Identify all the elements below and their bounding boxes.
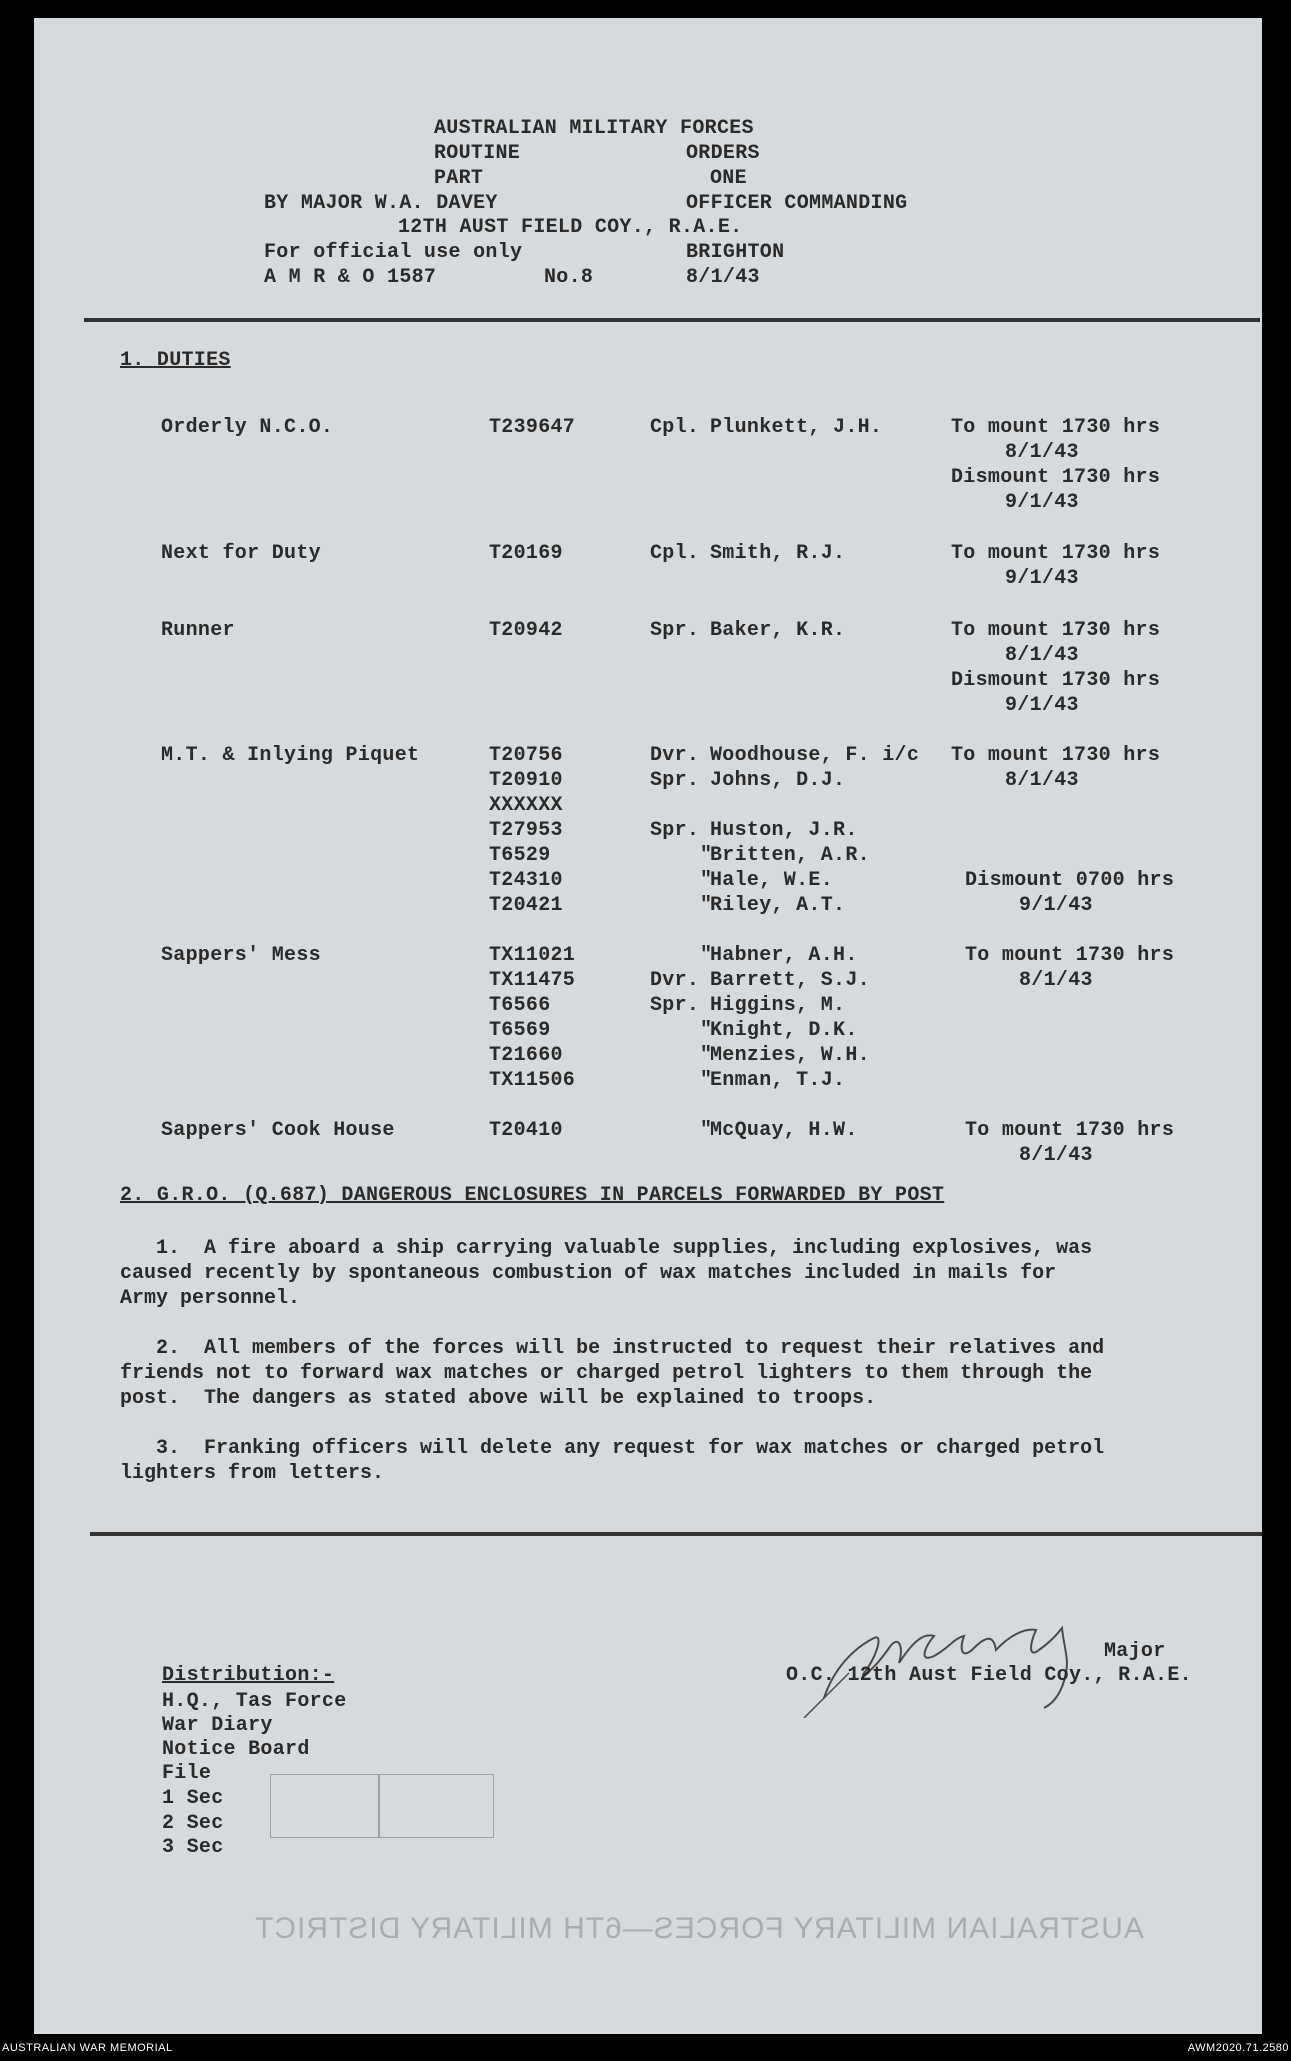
duty-num: TX11021 bbox=[489, 944, 576, 967]
duty-name: Smith, R.J. bbox=[710, 542, 846, 565]
duty-duty: Orderly N.C.O. bbox=[161, 416, 334, 439]
header-part: PART bbox=[434, 167, 484, 190]
duty-rank: " bbox=[700, 944, 713, 967]
duty-note: To mount 1730 hrs bbox=[951, 744, 1161, 767]
header-location: BRIGHTON bbox=[686, 241, 785, 264]
duty-note: 8/1/43 bbox=[1005, 441, 1079, 464]
distribution-heading: Distribution:- bbox=[162, 1664, 335, 1687]
duty-num: T6569 bbox=[489, 1019, 551, 1042]
footer-archive-id: AWM2020.71.2580 bbox=[1187, 2042, 1289, 2054]
signature-title: O.C. 12th Aust Field Coy., R.A.E. bbox=[786, 1664, 1192, 1687]
duty-num: T21660 bbox=[489, 1044, 563, 1067]
duty-note: 9/1/43 bbox=[1019, 894, 1093, 917]
duty-name: Higgins, M. bbox=[710, 994, 846, 1017]
duty-num: T20169 bbox=[489, 542, 563, 565]
header-unit: 12TH AUST FIELD COY., R.A.E. bbox=[398, 216, 743, 239]
distribution-item: War Diary bbox=[162, 1714, 273, 1737]
duty-rank: " bbox=[700, 1119, 713, 1142]
header-officer: OFFICER COMMANDING bbox=[686, 192, 908, 215]
duty-note: 8/1/43 bbox=[1019, 969, 1093, 992]
duty-rank: " bbox=[700, 844, 713, 867]
header-title: AUSTRALIAN MILITARY FORCES bbox=[434, 117, 754, 140]
duty-name: Woodhouse, F. i/c bbox=[710, 744, 920, 767]
duty-name: Knight, D.K. bbox=[710, 1019, 858, 1042]
document-page bbox=[34, 18, 1262, 2034]
duty-name: Habner, A.H. bbox=[710, 944, 858, 967]
section2-paragraph-3: 3. Franking officers will delete any request for wax matches or charged petrol lighters from letters. bbox=[120, 1437, 1105, 1485]
duty-name: Huston, J.R. bbox=[710, 819, 858, 842]
duty-note: To mount 1730 hrs bbox=[951, 542, 1161, 565]
section2-paragraph-1: 1. A fire aboard a ship carrying valuable supplies, including explosives, was caused recently by spontaneous combustion of wax matches included in mails for Army personnel. bbox=[120, 1237, 1093, 1310]
header-by: BY MAJOR W.A. DAVEY bbox=[264, 192, 498, 215]
duty-num: T6529 bbox=[489, 844, 551, 867]
duty-name: Britten, A.R. bbox=[710, 844, 870, 867]
signature-rank: Major bbox=[1104, 1640, 1166, 1663]
duty-rank: Spr. bbox=[650, 619, 700, 642]
distribution-item: 3 Sec bbox=[162, 1836, 224, 1859]
stamp-box-divider bbox=[378, 1774, 380, 1838]
header-ref: A M R & O 1587 bbox=[264, 266, 437, 289]
footer-archive-name: AUSTRALIAN WAR MEMORIAL bbox=[2, 2042, 173, 2054]
duty-num: T20942 bbox=[489, 619, 563, 642]
duty-name: Hale, W.E. bbox=[710, 869, 834, 892]
header-routine: ROUTINE bbox=[434, 142, 521, 165]
duty-num: T24310 bbox=[489, 869, 563, 892]
duty-note: To mount 1730 hrs bbox=[965, 944, 1175, 967]
duty-rank: " bbox=[700, 894, 713, 917]
duty-num: T20756 bbox=[489, 744, 563, 767]
distribution-item: 1 Sec bbox=[162, 1787, 224, 1810]
duty-rank: Spr. bbox=[650, 769, 700, 792]
duty-note: 9/1/43 bbox=[1005, 491, 1079, 514]
stamp-box bbox=[270, 1774, 494, 1838]
duty-note: 8/1/43 bbox=[1019, 1144, 1093, 1167]
duty-note: 9/1/43 bbox=[1005, 694, 1079, 717]
duty-duty: Sappers' Mess bbox=[161, 944, 321, 967]
duty-note: Dismount 1730 hrs bbox=[951, 669, 1161, 692]
duty-rank: Dvr. bbox=[650, 969, 700, 992]
duty-rank: " bbox=[700, 1019, 713, 1042]
header-one: ONE bbox=[710, 167, 747, 190]
duty-rank: Cpl. bbox=[650, 542, 700, 565]
duty-rank: Spr. bbox=[650, 819, 700, 842]
duty-rank: Cpl. bbox=[650, 416, 700, 439]
duty-name: Enman, T.J. bbox=[710, 1069, 846, 1092]
header-rule bbox=[84, 318, 1260, 322]
duty-name: Menzies, W.H. bbox=[710, 1044, 870, 1067]
duty-note: To mount 1730 hrs bbox=[951, 416, 1161, 439]
header-orders: ORDERS bbox=[686, 142, 760, 165]
duty-num: T239647 bbox=[489, 416, 576, 439]
distribution-item: H.Q., Tas Force bbox=[162, 1690, 347, 1713]
duty-num: T20421 bbox=[489, 894, 563, 917]
bleed-through-text: AUSTRALIAN MILITARY FORCES—6TH MILITARY DISTRICT bbox=[254, 1912, 1144, 1945]
header-official: For official use only bbox=[264, 241, 523, 264]
signature-image bbox=[764, 1578, 1144, 1718]
duty-num: T20910 bbox=[489, 769, 563, 792]
duty-note: To mount 1730 hrs bbox=[951, 619, 1161, 642]
section2-heading: 2. G.R.O. (Q.687) DANGEROUS ENCLOSURES IN PARCELS FORWARDED BY POST bbox=[120, 1184, 945, 1207]
duty-name: Riley, A.T. bbox=[710, 894, 846, 917]
duty-num: T20410 bbox=[489, 1119, 563, 1142]
duty-note: 9/1/43 bbox=[1005, 567, 1079, 590]
header-date: 8/1/43 bbox=[686, 266, 760, 289]
duty-num: TX11506 bbox=[489, 1069, 576, 1092]
duty-note: 8/1/43 bbox=[1005, 769, 1079, 792]
duty-note: To mount 1730 hrs bbox=[965, 1119, 1175, 1142]
duty-num: TX11475 bbox=[489, 969, 576, 992]
duty-name: Plunkett, J.H. bbox=[710, 416, 883, 439]
duty-name: Baker, K.R. bbox=[710, 619, 846, 642]
duty-num: T6566 bbox=[489, 994, 551, 1017]
duty-name: McQuay, H.W. bbox=[710, 1119, 858, 1142]
section2-paragraph-2: 2. All members of the forces will be instructed to request their relatives and friends not to forward wax matches or charged petrol lighters to them through the post. The dangers as stated above will be explained to troops. bbox=[120, 1337, 1105, 1410]
duty-duty: Next for Duty bbox=[161, 542, 321, 565]
duty-rank: Dvr. bbox=[650, 744, 700, 767]
distribution-item: 2 Sec bbox=[162, 1812, 224, 1835]
duty-name: Barrett, S.J. bbox=[710, 969, 870, 992]
duty-duty: Runner bbox=[161, 619, 235, 642]
duty-note: Dismount 1730 hrs bbox=[951, 466, 1161, 489]
distribution-item: Notice Board bbox=[162, 1738, 310, 1761]
duty-note: Dismount 0700 hrs bbox=[965, 869, 1175, 892]
duty-name: Johns, D.J. bbox=[710, 769, 846, 792]
duty-duty: M.T. & Inlying Piquet bbox=[161, 744, 420, 767]
duty-note: 8/1/43 bbox=[1005, 644, 1079, 667]
header-number: No.8 bbox=[544, 266, 594, 289]
duty-num: T27953 bbox=[489, 819, 563, 842]
section1-heading: 1. DUTIES bbox=[120, 349, 231, 372]
duty-rank: " bbox=[700, 1044, 713, 1067]
distribution-item: File bbox=[162, 1762, 212, 1785]
duty-duty: Sappers' Cook House bbox=[161, 1119, 395, 1142]
closing-rule bbox=[90, 1532, 1262, 1536]
duty-rank: " bbox=[700, 1069, 713, 1092]
duty-num: XXXXXX bbox=[489, 794, 563, 817]
duty-rank: Spr. bbox=[650, 994, 700, 1017]
duty-rank: " bbox=[700, 869, 713, 892]
